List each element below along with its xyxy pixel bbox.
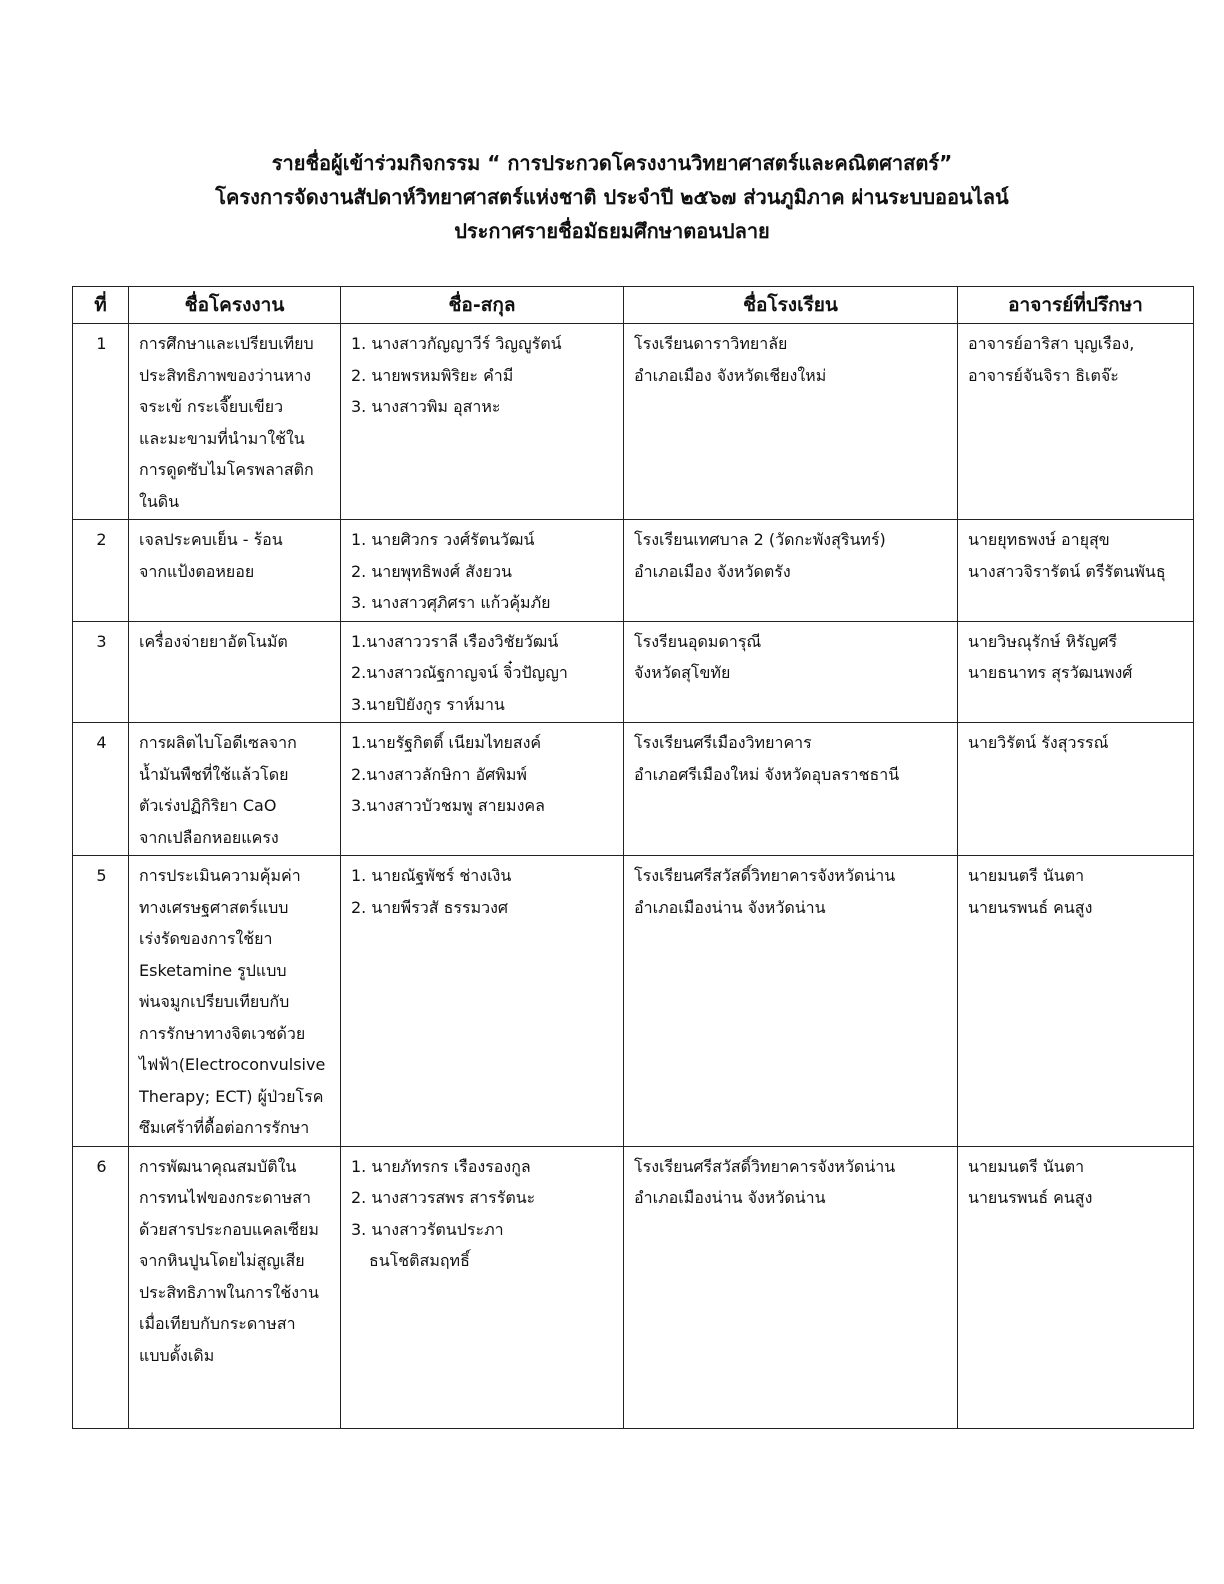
advisor-names-line: นายนรพนธ์ คนสูง [968,897,1093,917]
school-name [624,856,958,1147]
advisor-names [958,324,1194,520]
project-title-line: Therapy; ECT) ผู้ป่วยโรค [139,1086,324,1106]
student-names-line: ธนโชติสมฤทธิ์ [369,1251,470,1270]
table-row [73,723,1194,856]
table-row [73,520,1194,622]
participants-table [72,286,1194,1429]
student-names-line: 1. นายภัทรกร เรืองรองกูล [351,1156,531,1176]
student-names-line: 2.นางสาวณัฐกาญจน์ จิ๋วปัญญา [351,663,568,682]
header-title: รายชื่อผู้เข้าร่วมกิจกรรม “ การประกวดโครงงานวิทยาศาสตร์และคณิตศาสตร์” [271,151,953,175]
student-names-line: 3. นางสาวศุภิศรา แก้วคุ้มภัย [351,593,551,612]
advisor-names-line: นายมนตรี นันตา [968,866,1085,885]
school-name-line: อำเภอเมือง จังหวัดเชียงใหม่ [634,365,827,385]
student-names-line: 3. นางสาวรัตนประภา [351,1219,504,1239]
table-row [73,621,1194,723]
header-announcement: ประกาศรายชื่อมัธยมศึกษาตอนปลาย [454,219,770,243]
advisor-names-line: อาจารย์อาริสา บุญเรือง, [968,334,1135,353]
table-header-row [73,287,1194,324]
student-names-line: 1. นายศิวกร วงศ์รัตนวัฒน์ [351,530,535,549]
project-title-line: ประสิทธิภาพของว่านหาง [139,365,312,385]
school-name-line: โรงเรียนศรีสวัสดิ์วิทยาคารจังหวัดน่าน [634,866,896,885]
school-name [624,1146,958,1428]
advisor-names-line: นางสาวจิรารัตน์ ตรีรัตนพันธุ [968,561,1166,581]
project-title [129,856,341,1147]
row-number: 2 [73,520,129,622]
school-name [624,520,958,622]
student-names-line: 1. นางสาวกัญญาวีร์ วิญญูรัตน์ [351,334,562,353]
school-name-line: อำเภอศรีเมืองใหม่ จังหวัดอุบลราชธานี [634,764,900,784]
project-title-line: จากแป้งตอหยอย [139,561,255,581]
project-title-line: จากเปลือกหอยแครง [139,827,279,847]
document-header [0,146,1224,248]
project-title [129,621,341,723]
project-title-line: พ่นจมูกเปรียบเทียบกับ [139,992,290,1011]
school-name-line: โรงเรียนศรีเมืองวิทยาคาร [634,733,812,752]
school-name-line: โรงเรียนดาราวิทยาลัย [634,334,788,353]
project-title-line: การทนไฟของกระดาษสา [139,1188,312,1207]
project-title-line: จากหินปูนโดยไม่สูญเสีย [139,1251,305,1270]
student-names-line: 1. นายณัฐพัชร์ ช่างเงิน [351,866,512,885]
row-number: 4 [73,723,129,856]
project-title-line: และมะขามที่นำมาใช้ใน [139,428,305,448]
advisor-names-line: นายยุทธพงษ์ อายุสุข [968,530,1110,549]
project-title-line: การผลิตไบโอดีเซลจาก [139,733,297,752]
project-title [129,324,341,520]
table-row [73,856,1194,1147]
project-title-line: การดูดซับไมโครพลาสติก [139,460,314,479]
row-number: 3 [73,621,129,723]
school-name-line: อำเภอเมืองน่าน จังหวัดน่าน [634,1188,826,1207]
student-names-line: 2. นายพรหมพิริยะ คำมี [351,365,514,385]
project-title-line: ตัวเร่งปฏิกิริยา CaO [139,796,277,815]
row-number: 6 [73,1146,129,1428]
project-title-line: การศึกษาและเปรียบเทียบ [139,334,314,353]
student-names [341,520,624,622]
header-advisor: อาจารย์ที่ปรึกษา [958,287,1194,324]
student-names [341,621,624,723]
school-name [624,621,958,723]
advisor-names [958,621,1194,723]
student-names-line: 3. นางสาวพิม อุสาหะ [351,397,501,416]
student-names [341,856,624,1147]
school-name-line: อำเภอเมือง จังหวัดตรัง [634,561,791,581]
advisor-names [958,1146,1194,1428]
advisor-names-line: นายมนตรี นันตา [968,1156,1085,1176]
school-name [624,723,958,856]
advisor-names-line: นายธนาทร สุรวัฒนพงศ์ [968,663,1133,682]
project-title-line: เมื่อเทียบกับกระดาษสา [139,1314,296,1333]
table-row [73,1146,1194,1428]
student-names-line: 2. นายพุทธิพงศ์ สังยวน [351,561,512,581]
school-name-line: จังหวัดสุโขทัย [634,663,731,682]
advisor-names [958,856,1194,1147]
project-title-line: การประเมินความคุ้มค่า [139,866,301,885]
school-name-line: โรงเรียนเทศบาล 2 (วัดกะพังสุรินทร์) [634,530,886,549]
table-row [73,324,1194,520]
school-name-line: อำเภอเมืองน่าน จังหวัดน่าน [634,897,826,917]
project-title-line: ประสิทธิภาพในการใช้งาน [139,1282,319,1302]
student-names-line: 3.นายปิยังกูร ราห์มาน [351,694,505,714]
project-title [129,723,341,856]
school-name-line: โรงรียนอุดมดารุณี [634,631,762,651]
header-subtitle: โครงการจัดงานสัปดาห์วิทยาศาสตร์แห่งชาติ ประจำปี ๒๕๖๗ ส่วนภูมิภาค ผ่านระบบออนไลน์ [215,185,1009,209]
project-title [129,1146,341,1428]
student-names-line: 1.นายรัฐกิตติ์ เนียมไทยสงค์ [351,733,542,752]
project-title [129,520,341,622]
project-title-line: จระเข้ กระเจี๊ยบเขียว [139,397,284,416]
project-title-line: ไฟฟ้า(Electroconvulsive [139,1055,326,1074]
row-number: 5 [73,856,129,1147]
project-title-line: แบบดั้งเดิม [139,1345,215,1365]
advisor-names-line: นายวิรัตน์ รังสุวรรณ์ [968,733,1109,752]
project-title-line: เจลประคบเย็น - ร้อน [139,530,283,549]
project-title-line: ทางเศรษฐศาสตร์แบบ [139,897,289,917]
student-names [341,1146,624,1428]
project-title-line: การรักษาทางจิตเวชด้วย [139,1023,306,1043]
project-title-line: Esketamine รูปแบบ [139,960,287,980]
project-title-line: ซึมเศร้าที่ดื้อต่อการรักษา [139,1118,310,1137]
project-title-line: ในดิน [139,491,180,511]
project-title-line: เครื่องจ่ายยาอัตโนมัต [139,631,288,651]
school-name [624,324,958,520]
advisor-names-line: อาจารย์จันจิรา ธิเตจ๊ะ [968,365,1119,385]
header-no: ที่ [73,287,129,324]
student-names-line: 2.นางสาวลักษิกา อัศพิมพ์ [351,764,527,784]
student-names [341,723,624,856]
header-school: ชื่อโรงเรียน [624,287,958,324]
student-names-line: 3.นางสาวบัวชมพู สายมงคล [351,796,545,815]
student-names-line: 2. นางสาวรสพร สารรัตนะ [351,1188,536,1207]
project-title-line: น้ำมันพืชที่ใช้แล้วโดย [139,764,289,784]
row-number: 1 [73,324,129,520]
project-title-line: การพัฒนาคุณสมบัติใน [139,1156,297,1176]
advisor-names-line: นายวิษณุรักษ์ หิรัญศรี [968,631,1118,651]
header-name: ชื่อ-สกุล [341,287,624,324]
advisor-names-line: นายนรพนธ์ คนสูง [968,1188,1093,1207]
advisor-names [958,520,1194,622]
student-names-line: 2. นายพีรวสั ธรรมวงศ [351,897,509,917]
student-names [341,324,624,520]
project-title-line: เร่งรัดของการใช้ยา [139,929,273,948]
project-title-line: ด้วยสารประกอบแคลเซียม [139,1219,319,1239]
school-name-line: โรงเรียนศรีสวัสดิ์วิทยาคารจังหวัดน่าน [634,1156,896,1176]
header-project: ชื่อโครงงาน [129,287,341,324]
advisor-names [958,723,1194,856]
student-names-line: 1.นางสาววราลี เรืองวิชัยวัฒน์ [351,631,559,651]
